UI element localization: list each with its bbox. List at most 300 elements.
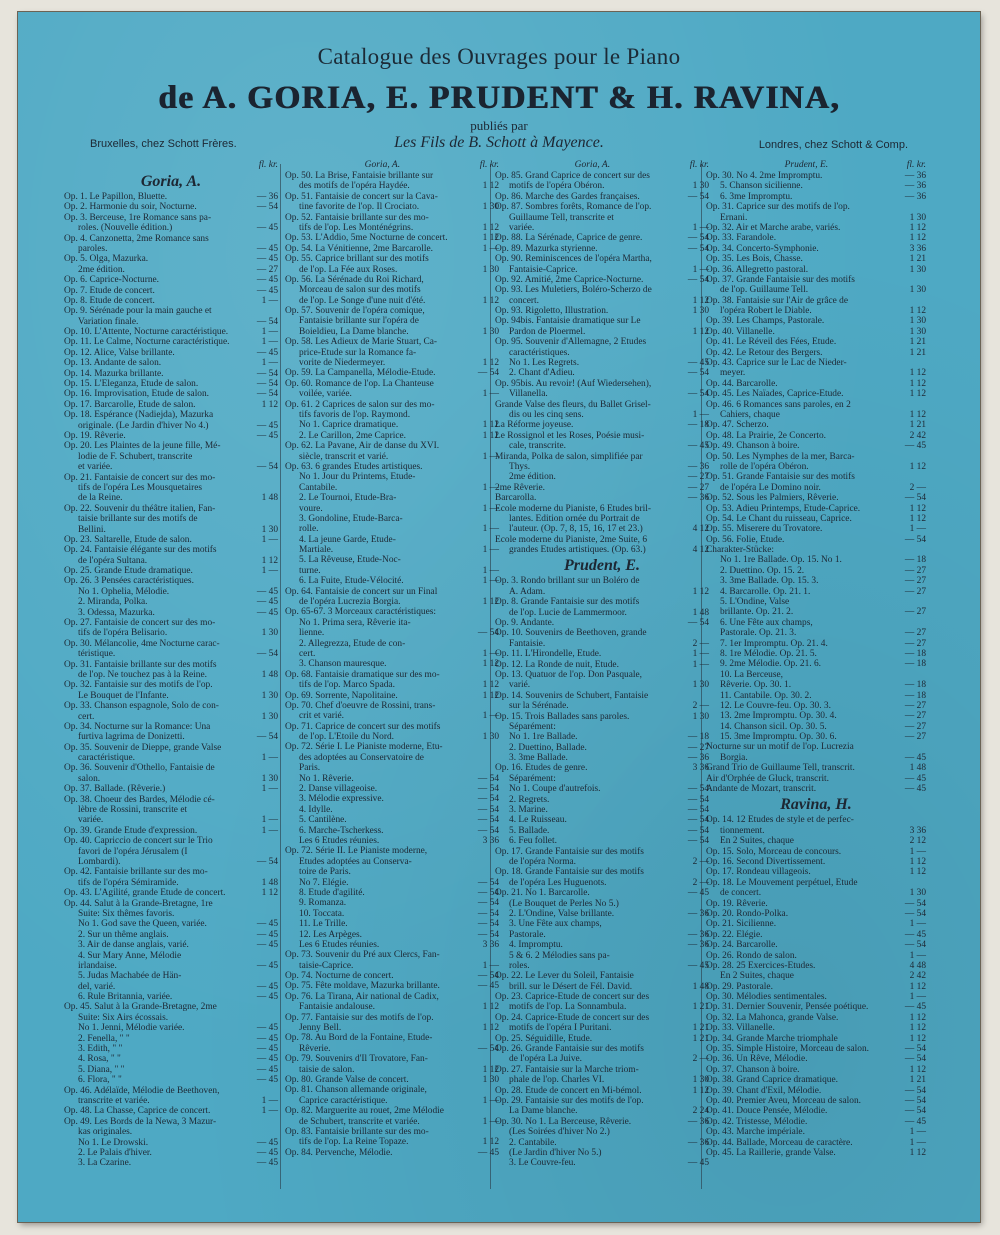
entry-price: 4 12: [692, 524, 709, 535]
entry-price: [892, 670, 926, 680]
entry-price: — 45: [256, 929, 278, 940]
entry-price: [675, 316, 709, 326]
catalogue-entry: [706, 316, 926, 326]
entry-title: Op. 22. Elégie.: [706, 929, 763, 940]
entry-price: — 27: [904, 565, 926, 576]
column-header-currency: fl. kr.: [258, 160, 278, 170]
catalogue-entry: [285, 171, 499, 181]
entry-price: — 36: [904, 171, 926, 181]
entry-title: 5. Cantilène.: [299, 815, 347, 826]
entry-price: — 45: [256, 960, 278, 971]
entry-title: rolle.: [299, 524, 319, 535]
entry-price: [675, 597, 709, 607]
catalogue-entry: [64, 192, 278, 202]
catalogue-entry: [285, 898, 499, 908]
catalogue-entry: [285, 504, 499, 514]
entry-price: 1 30: [692, 181, 709, 192]
entry-title: Op. 54. Le Chant du ruisseau, Caprice.: [706, 513, 852, 524]
entry-price: — 54: [687, 825, 709, 836]
entry-title: Op. 53. Adieu Printemps, Etude-Caprice.: [706, 503, 861, 514]
entry-price: [675, 691, 709, 701]
entry-title: Boieldieu, La Dame blanche.: [299, 326, 409, 337]
entry-title: motifs de l'op. La Sonnambula.: [509, 1002, 627, 1013]
entry-title: de l'opéra Lucrezia Borgia.: [299, 597, 401, 608]
catalogue-entry: [285, 192, 499, 202]
entry-title: paroles.: [78, 243, 108, 254]
catalogue-entry: [495, 576, 709, 586]
entry-title: 6. 3me Impromptu.: [720, 191, 793, 202]
entry-price: [465, 379, 499, 389]
catalogue-entry: [285, 1023, 499, 1033]
catalogue-entry: [706, 722, 926, 732]
entry-title: En 2 Suites, chaque: [720, 836, 794, 847]
catalogue-entry: [64, 961, 278, 971]
catalogue-entry: [285, 327, 499, 337]
entry-price: 1 30: [909, 285, 926, 296]
entry-title: No 1. Rêverie.: [299, 773, 354, 784]
entry-price: [465, 400, 499, 410]
entry-price: 1 12: [909, 513, 926, 524]
entry-title: Miranda, Polka de salon, simplifiée par: [495, 451, 643, 462]
catalogue-entry: [706, 535, 926, 545]
entry-price: — 45: [256, 1147, 278, 1158]
entry-price: — 54: [687, 815, 709, 826]
catalogue-entry: [64, 358, 278, 368]
catalogue-entry: [495, 597, 709, 607]
entry-title: Op. 58. Les Adieux de Marie Stuart, Ca-: [285, 337, 438, 348]
entry-title: 8. 1re Mélodie. Op. 21. 5.: [720, 648, 817, 659]
entry-title: 3. La Czarine.: [78, 1158, 132, 1169]
entry-title: dis ou les cinq sens.: [509, 409, 584, 420]
catalogue-entry: [706, 753, 926, 763]
catalogue-entry: [64, 1044, 278, 1054]
catalogue-entry: [285, 431, 499, 441]
catalogue-entry: [706, 878, 926, 888]
entry-price: 1 —: [261, 327, 278, 338]
entry-title: Op. 61. 2 Caprices de salon sur des mo-: [285, 399, 435, 410]
entry-title: No 1. 1re Ballade. Op. 15. No 1.: [720, 555, 842, 566]
entry-price: — 45: [256, 981, 278, 992]
entry-title: Grand Trio de Guillaume Tell, transcrit.: [706, 763, 855, 774]
entry-title: Op. 41. Le Réveil des Fées, Etude.: [706, 337, 837, 348]
entry-price: 1 —: [261, 784, 278, 795]
catalogue-entry: [285, 1013, 499, 1023]
entry-price: 1 12: [909, 857, 926, 867]
catalogue-entry: [495, 358, 709, 368]
catalogue-entry: [495, 285, 709, 295]
entry-price: — 45: [256, 940, 278, 951]
entry-price: — 45: [256, 1023, 278, 1034]
entry-price: 1 12: [482, 181, 499, 192]
entry-title: Op. 16. Improvisation, Etude de salon.: [64, 389, 210, 400]
entry-title: de l'opéra Norma.: [509, 857, 577, 867]
catalogue-entry: [495, 524, 709, 534]
entry-price: [244, 618, 278, 628]
catalogue-entry: [285, 389, 499, 399]
entry-price: [465, 701, 499, 711]
catalogue-entry: [495, 982, 709, 992]
entry-title: Op. 57. Souvenir de l'opéra comique,: [285, 306, 425, 317]
entry-price: — 45: [256, 1044, 278, 1055]
catalogue-entry: [285, 659, 499, 669]
entry-title: Op. 37. Ballade. (Rêverie.): [64, 784, 166, 795]
entry-title: 11. Le Trille.: [299, 919, 348, 930]
entry-title: Op. 72. Série I. Le Pianiste moderne, Etu-: [285, 742, 443, 753]
entry-price: 1 12: [261, 555, 278, 566]
entry-price: 1 12: [482, 1137, 499, 1148]
catalogue-entry: [495, 701, 709, 711]
entry-title: Op. 40. Capriccio de concert sur le Trio: [64, 836, 213, 847]
entry-title: Air d'Orphée de Gluck, transcrit.: [706, 773, 830, 784]
column-header-currency: fl. kr.: [689, 160, 709, 170]
entry-price: — 54: [256, 316, 278, 327]
entry-price: [465, 857, 499, 867]
entry-price: — 27: [904, 628, 926, 639]
entry-title: Op. 27. Fantaisie de concert sur des mo-: [64, 618, 216, 629]
entry-title: No 1. Jenni, Mélodie variée.: [78, 1023, 185, 1034]
entry-price: 1 30: [482, 264, 499, 275]
entry-price: 2 —: [909, 482, 926, 493]
entry-title: Op. 30. Mélancolie, 4me Nocturne carac-: [64, 638, 220, 649]
entry-price: — 54: [687, 784, 709, 795]
catalogue-entry: [64, 753, 278, 763]
catalogue-entry: [495, 265, 709, 275]
entry-title: 2. Le Palais d'hiver.: [78, 1147, 152, 1158]
entry-price: — 36: [687, 493, 709, 504]
entry-title: No 1. Le Drowski.: [78, 1137, 149, 1148]
catalogue-entry: [706, 670, 926, 680]
catalogue-entry: [706, 462, 926, 472]
entry-title: Op. 24. Barcarolle.: [706, 940, 778, 951]
column-header-composer: [64, 160, 259, 171]
entry-title: Le Bouquet de l'Infante.: [78, 690, 169, 701]
entry-title: Op. 81. Chanson allemande originale,: [285, 1085, 427, 1096]
entry-price: — 54: [477, 794, 499, 805]
entry-price: [675, 535, 709, 545]
entry-title: Op. 22. Souvenir du théâtre italien, Fan-: [64, 503, 216, 514]
catalogue-entry: [64, 431, 278, 441]
catalogue-entry: [64, 1096, 278, 1106]
entry-title: de l'opéra Le Domino noir.: [720, 482, 821, 493]
entry-title: Op. 71. Caprice de concert sur des motifs: [285, 721, 441, 732]
catalogue-entry: [64, 1023, 278, 1033]
catalogue-entry: [64, 421, 278, 431]
entry-title: sur la Sérénade.: [509, 701, 569, 712]
entry-price: 1 —: [482, 524, 499, 535]
catalogue-entry: [64, 805, 278, 815]
entry-price: — 54: [256, 732, 278, 743]
catalogue-entry: [64, 836, 278, 846]
catalogue-entry: [495, 233, 709, 243]
catalogue-entry: [285, 805, 499, 815]
entry-price: [675, 514, 709, 524]
entry-price: 1 30: [482, 202, 499, 213]
entry-title: 2. Fenella, " ": [78, 1033, 130, 1044]
entry-title: Op. 68. Fantaisie dramatique sur des mo-: [285, 669, 440, 680]
catalogue-entry: [706, 1096, 926, 1106]
entry-price: 1 12: [909, 1033, 926, 1044]
entry-title: Op. 29. Fantaisie sur des motifs de l'op.: [495, 1095, 644, 1106]
entry-title: tifs de l'opéra Sémiramide.: [78, 877, 179, 888]
entry-title: Op. 95bis. Au revoir! (Auf Wiedersehen),: [495, 378, 652, 389]
entry-title: Jenny Bell.: [299, 1023, 342, 1034]
entry-title: Rêverie.: [299, 1043, 331, 1054]
entry-title: Op. 70. Chef d'oeuvre de Rossini, trans-: [285, 700, 436, 711]
entry-price: [675, 171, 709, 181]
entry-title: (Le Jardin d'hiver No 5.): [509, 1147, 602, 1158]
entry-price: [244, 483, 278, 493]
entry-title: Op. 69. Sorrente, Napolitaine.: [285, 690, 398, 701]
entry-title: Etudes adoptées au Conserva-: [299, 856, 412, 867]
entry-title: Op. 95. Souvenir d'Allemagne, 2 Etudes: [495, 337, 647, 348]
catalogue-entry: [285, 981, 499, 991]
entry-title: 2. Sur un thême anglais.: [78, 929, 169, 940]
catalogue-entry: [64, 473, 278, 483]
catalogue-entry: [706, 504, 926, 514]
entry-price: — 45: [477, 1147, 499, 1158]
catalogue-entry: [495, 181, 709, 191]
catalogue-entry: [285, 566, 499, 576]
catalogue-entry: [706, 545, 926, 555]
entry-title: Op. 93. Les Muletiers, Boléro-Scherzo de: [495, 285, 652, 296]
entry-price: 1 12: [909, 233, 926, 244]
entry-title: Suite: Six thêmes favoris.: [78, 908, 175, 919]
entry-price: 1 —: [261, 534, 278, 545]
entry-price: [465, 763, 499, 773]
catalogue-entry: [495, 836, 709, 846]
entry-title: Op. 25. Séguidille, Etude.: [495, 1033, 593, 1044]
entry-price: [244, 660, 278, 670]
catalogue-entry: [285, 1148, 499, 1158]
entry-title: Thys.: [509, 461, 531, 472]
entry-title: 5. La Rêveuse, Etude-Noc-: [299, 555, 401, 566]
entry-price: 3 36: [482, 939, 499, 950]
entry-title: 3. 3me Ballade.: [509, 753, 568, 764]
entry-price: — 45: [687, 1158, 709, 1169]
entry-title: 4. Sur Mary Anne, Mélodie: [78, 950, 182, 961]
catalogue-entry: [495, 244, 709, 254]
catalogue-entry: [495, 919, 709, 929]
entry-price: 1 —: [482, 482, 499, 493]
entry-title: Op. 52. Fantaisie brillante sur des mo-: [285, 212, 429, 223]
entry-title: 4. Rosa, " ": [78, 1054, 121, 1065]
catalogue-entry: [64, 784, 278, 794]
catalogue-entry: [285, 971, 499, 981]
entry-title: 5. Chanson sicilienne.: [720, 181, 803, 192]
catalogue-entry: [706, 472, 926, 482]
entry-price: 1 30: [909, 326, 926, 337]
entry-title: Op. 85. Grand Caprice de concert sur des: [495, 171, 650, 181]
entry-title: Op. 35. Souvenir de Dieppe, grande Valse: [64, 742, 222, 753]
catalogue-entry: [285, 784, 499, 794]
catalogue-entry: [495, 847, 709, 857]
catalogue-entry: [495, 971, 709, 981]
catalogue-entry: [495, 462, 709, 472]
catalogue-entry: [706, 1075, 926, 1085]
catalogue-entry: [706, 992, 926, 1002]
entry-price: — 54: [687, 389, 709, 400]
entry-price: — 54: [687, 836, 709, 847]
entry-price: — 27: [687, 482, 709, 493]
catalogue-entry: [495, 763, 709, 773]
entry-title: 6. La Fuite, Etude-Vélocité.: [299, 576, 404, 587]
catalogue-entry: [285, 1044, 499, 1054]
entry-title: Op. 90. Reminiscences de l'opéra Martha,: [495, 254, 652, 265]
entry-price: [465, 472, 499, 482]
entry-price: 1 —: [482, 565, 499, 576]
catalogue-entry: [64, 639, 278, 649]
entry-price: [244, 514, 278, 524]
entry-title: 2. Regrets.: [509, 794, 550, 805]
entry-price: — 54: [256, 202, 278, 213]
entry-title: del, varié.: [78, 981, 116, 992]
entry-price: 1 —: [482, 648, 499, 659]
entry-title: caractéristiques.: [509, 347, 570, 358]
catalogue-entry: [285, 555, 499, 565]
entry-title: Op. 34. Nocturne sur la Romance: Una: [64, 721, 211, 732]
entry-title: Bellini.: [78, 524, 106, 535]
catalogue-entry: [64, 1013, 278, 1023]
catalogue-entry: [285, 940, 499, 950]
entry-title: Op. 63. 6 grandes Etudes artistiques.: [285, 461, 423, 472]
entry-price: — 45: [687, 888, 709, 899]
catalogue-entry: [64, 462, 278, 472]
entry-price: [892, 472, 926, 482]
entry-title: tine favorite de l'op. Il Crociato.: [299, 202, 420, 213]
catalogue-entry: [64, 1127, 278, 1137]
entry-title: caractéristique.: [78, 753, 135, 764]
published-by-label: publiés par: [470, 118, 528, 133]
catalogue-entry: [495, 504, 709, 514]
catalogue-entry: [706, 555, 926, 565]
catalogue-entry: [706, 483, 926, 493]
entry-price: 4 48: [909, 960, 926, 971]
entry-price: [244, 951, 278, 961]
catalogue-entry: [285, 1117, 499, 1127]
entry-title: 3. Une Fête aux champs,: [509, 919, 602, 930]
entry-price: [465, 316, 499, 326]
catalogue-entry: [495, 1148, 709, 1158]
entry-price: — 54: [256, 389, 278, 400]
catalogue-entry: [285, 400, 499, 410]
catalogue-entry: [706, 285, 926, 295]
entry-price: — 54: [477, 368, 499, 379]
entry-price: — 45: [256, 1158, 278, 1169]
catalogue-entry: [285, 316, 499, 326]
catalogue-entry: [706, 774, 926, 784]
entry-title: La Dame blanche.: [509, 1106, 578, 1117]
catalogue-entry: [285, 337, 499, 347]
catalogue-entry: [285, 285, 499, 295]
entry-title: Op. 27. Fantaisie sur la Marche triom-: [495, 1064, 639, 1075]
catalogue-entry: [495, 878, 709, 888]
entry-title: lodie de F. Schubert, transcrite: [78, 451, 193, 462]
catalogue-entry: [64, 327, 278, 337]
catalogue-entry: [64, 857, 278, 867]
entry-price: [465, 285, 499, 295]
entry-price: 1 —: [261, 358, 278, 369]
entry-price: 1 12: [482, 233, 499, 244]
entry-title: Op. 83. Fantaisie brillante sur des mo-: [285, 1126, 429, 1137]
entry-title: transcrite et variée.: [78, 1095, 150, 1106]
catalogue-entry: [64, 628, 278, 638]
entry-price: 1 48: [909, 763, 926, 774]
entry-title: Op. 24. Caprice-Etude de concert sur des: [495, 1012, 650, 1023]
entry-price: [465, 462, 499, 472]
entry-title: Op. 65-67. 3 Morceaux caractéristiques:: [285, 607, 436, 618]
entry-price: — 54: [904, 1054, 926, 1065]
entry-title: 5. Judas Machabée de Hän-: [78, 971, 182, 982]
entry-title: 2. Le Carillon, 2me Caprice.: [299, 430, 406, 441]
entry-price: [892, 275, 926, 285]
entry-price: — 27: [904, 576, 926, 587]
catalogue-entry: [495, 483, 709, 493]
entry-price: [675, 379, 709, 389]
entry-title: cert.: [299, 648, 316, 659]
entry-title: Op. 52. Sous les Palmiers, Rêverie.: [706, 493, 839, 504]
catalogue-entry: [706, 233, 926, 243]
catalogue-entry: [285, 597, 499, 607]
entry-price: 1 —: [909, 846, 926, 857]
entry-title: Op. 15. Solo, Morceau de concours.: [706, 846, 842, 857]
catalogue-entry: [495, 1023, 709, 1033]
catalogue-entry: [64, 899, 278, 909]
entry-price: [244, 680, 278, 690]
catalogue-entry: [285, 493, 499, 503]
entry-price: — 54: [904, 1044, 926, 1055]
entry-price: — 18: [904, 555, 926, 566]
entry-price: — 45: [904, 1116, 926, 1127]
catalogue-entry: [285, 535, 499, 545]
entry-price: [244, 1002, 278, 1012]
entry-price: 1 21: [909, 420, 926, 431]
catalogue-entry: [285, 732, 499, 742]
catalogue-entry: [64, 545, 278, 555]
entry-title: Op. 88. La Sérénade, Caprice de genre.: [495, 233, 643, 244]
entry-price: 1 30: [909, 888, 926, 899]
entry-price: — 54: [477, 929, 499, 940]
entry-title: Lombardi).: [78, 857, 121, 867]
entry-title: Op. 41. Douce Pensée, Mélodie.: [706, 1106, 828, 1117]
catalogue-entry: [495, 337, 709, 347]
catalogue-entry: [706, 379, 926, 389]
entry-price: — 54: [687, 368, 709, 379]
catalogue-entry: [285, 358, 499, 368]
entry-price: — 45: [687, 441, 709, 452]
entry-price: — 36: [687, 908, 709, 919]
entry-title: Martiale.: [299, 545, 334, 556]
catalogue-entry: [495, 1106, 709, 1116]
catalogue-entry: [495, 493, 709, 503]
entry-price: [465, 1013, 499, 1023]
catalogue-entry: [285, 1096, 499, 1106]
entry-title: 10. Toccata.: [299, 908, 345, 919]
catalogue-entry: [64, 379, 278, 389]
entry-price: 1 12: [909, 1064, 926, 1075]
entry-price: 1 12: [482, 1064, 499, 1075]
entry-title: motifs de l'opéra I Puritani.: [509, 1023, 612, 1034]
entry-price: 1 21: [909, 254, 926, 265]
entry-price: — 45: [904, 784, 926, 795]
entry-title: 10. La Berceuse,: [720, 669, 783, 680]
entry-title: Op. 22. Le Lever du Soleil, Fantaisie: [495, 971, 634, 982]
entry-price: — 45: [904, 441, 926, 452]
entry-price: [465, 171, 499, 181]
entry-title: furtiva lagrima de Donizetti.: [78, 732, 185, 743]
catalogue-entry: [495, 815, 709, 825]
entry-title: 13. 2me Impromptu. Op. 30. 4.: [720, 711, 837, 722]
entry-title: des motifs de l'opéra Haydée.: [299, 181, 410, 192]
